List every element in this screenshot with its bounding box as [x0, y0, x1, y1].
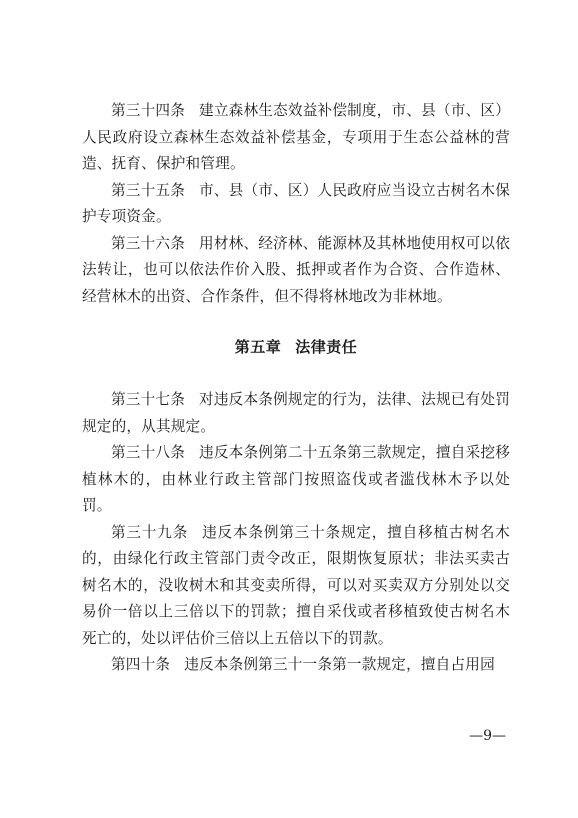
chapter-heading	[82, 336, 510, 357]
document-body	[82, 98, 510, 679]
article-text: 建立森林生态效益补偿制度，市、县（市、区）人民政府设立森林生态效益补偿基金，专项用于生态公益林的营造、抚育、保护和管理。	[82, 102, 510, 172]
article-35	[82, 178, 510, 231]
article-38	[82, 440, 510, 520]
article-number: 第三十八条	[111, 444, 186, 461]
article-text: 用材林、经济林、能源林及其林地使用权可以依法转让，也可以依法作价入股、抵押或者作为合资、合作造林、经营林木的出资、合作条件，但不得将林地改为非林地。	[82, 234, 510, 305]
article-34	[82, 98, 510, 178]
article-number: 第三十九条	[111, 523, 189, 541]
article-text: 违反本条例第三十一条第一款规定，擅自占用园	[184, 656, 495, 673]
article-text: 违反本条例第二十五条第三款规定，擅自采挖移植林木的，由林业行政主管部门按照盗伐或者滥伐林木予以处罚。	[82, 444, 510, 514]
article-text: 违反本条例第三十条规定，擅自移植古树名木的，由绿化行政主管部门责令改正，限期恢复原状；非法买卖古树名木的，没收树木和其变卖所得，可以对买卖双方分别处以交易价一倍以上三倍以下的罚款；擅自采伐或者移植致使古树名木死亡的，处以评估价三倍以上五倍以下的罚款。	[82, 523, 510, 647]
article-number: 第三十七条	[111, 391, 186, 408]
article-number: 第三十五条	[111, 181, 186, 199]
article-number: 第三十四条	[111, 102, 186, 119]
page-number: —9—	[469, 728, 506, 744]
article-39	[82, 520, 510, 653]
article-40	[82, 652, 510, 679]
article-37	[82, 387, 510, 440]
chapter-number: 第五章	[234, 338, 282, 356]
article-text: 市、县（市、区）人民政府应当设立古树名木保护专项资金。	[82, 181, 510, 225]
article-text: 对违反本条例规定的行为，法律、法规已有处罚规定的，从其规定。	[82, 391, 510, 435]
article-36	[82, 231, 510, 311]
article-number: 第三十六条	[111, 234, 186, 252]
article-number: 第四十条	[111, 656, 171, 673]
chapter-title: 法律责任	[295, 338, 358, 356]
